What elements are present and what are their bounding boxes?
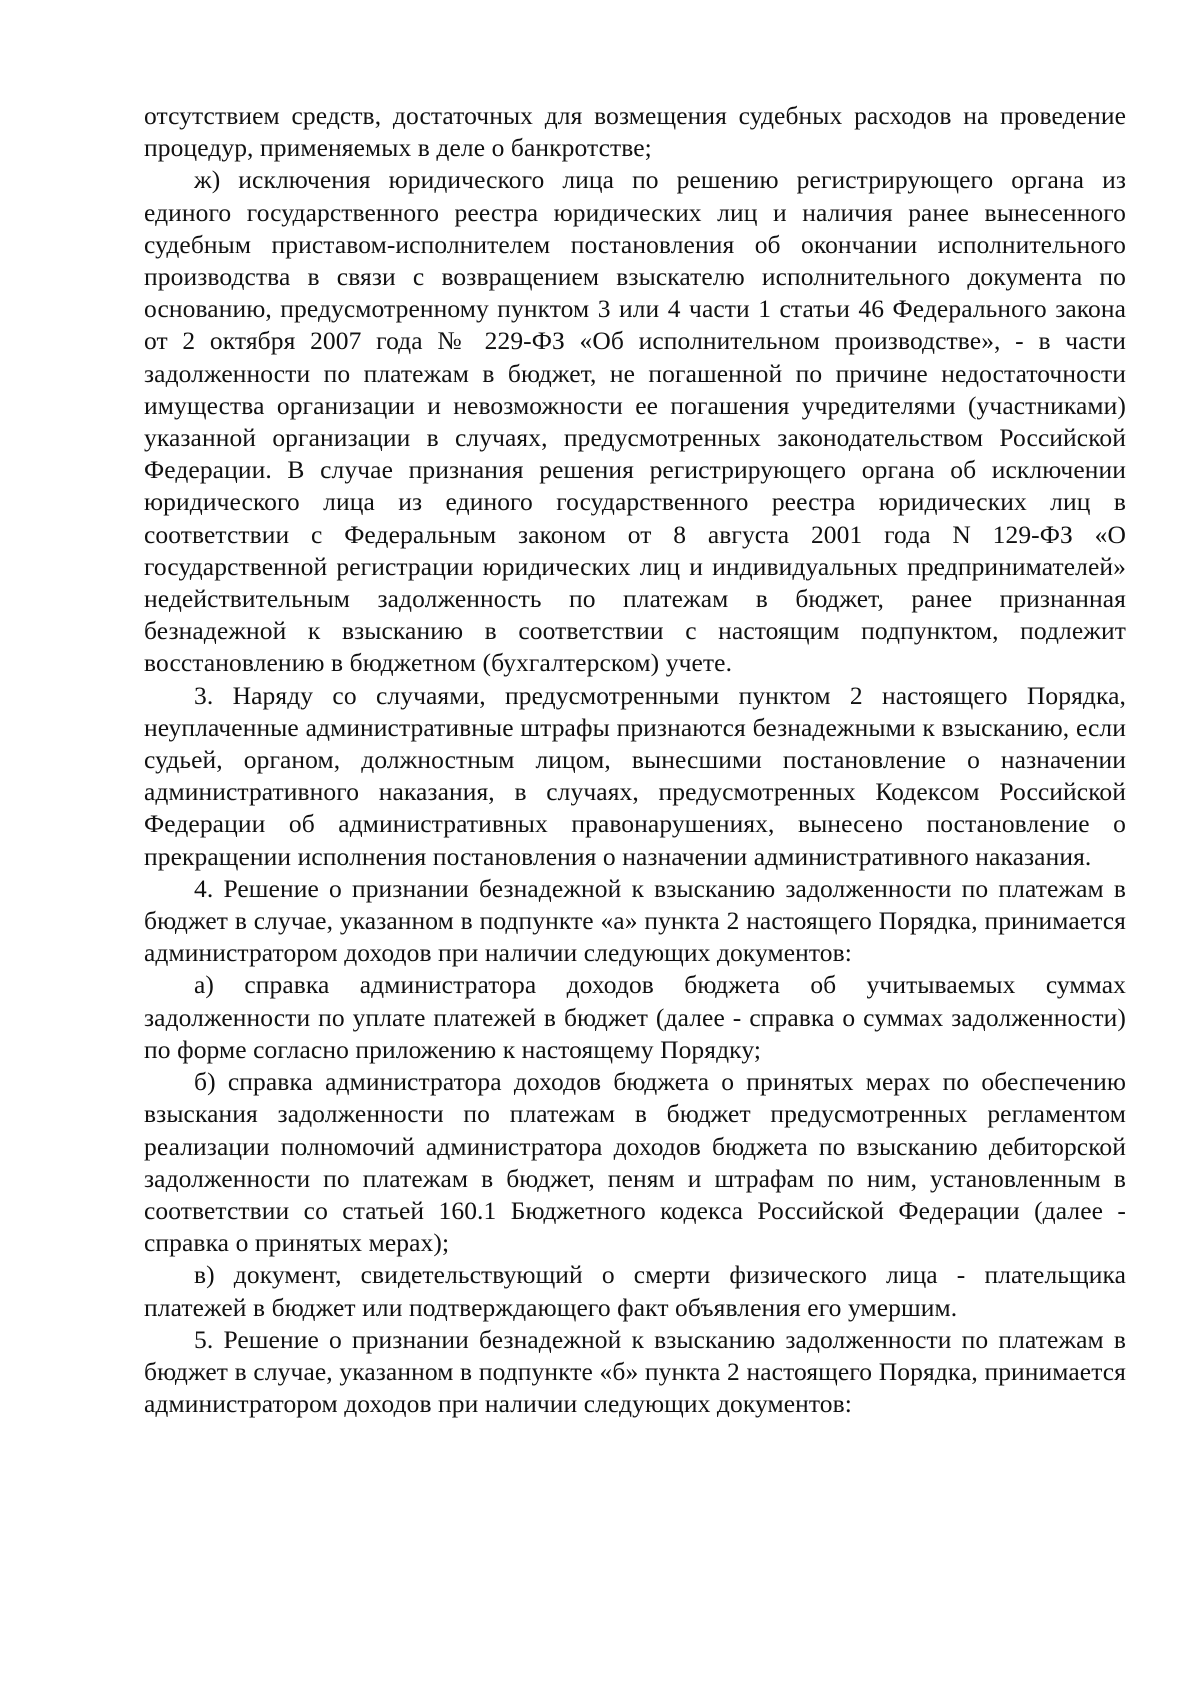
document-page: [144, 100, 1126, 1420]
paragraph-subpoint-zh: ж) исключения юридического лица по решению регистрирующего органа из единого государственного реестра юридических лиц и наличия ранее вынесенного судебным приставом-исполнителем постановления об окончании исполнительного производства в связи с возвращением взыскателю исполнительного документа по основанию, предусмотренному пунктом 3 или 4 части 1 статьи 46 Федерального закона от 2 октября 2007 года № 229-ФЗ «Об исполнительном производстве», - в части задолженности по платежам в бюджет, не погашенной по причине недостаточности имущества организации и невозможности ее погашения учредителями (участниками) указанной организации в случаях, предусмотренных законодательством Российской Федерации. В случае признания решения регистрирующего органа об исключении юридического лица из единого государственного реестра юридических лиц в соответствии с Федеральным законом от 8 августа 2001 года N 129-ФЗ «О государственной регистрации юридических лиц и индивидуальных предпринимателей» недействительным задолженность по платежам в бюджет, ранее признанная безнадежной к взысканию в соответствии с настоящим подпунктом, подлежит восстановлению в бюджетном (бухгалтерском) учете.: [144, 165, 1126, 678]
paragraph-subpoint-b: б) справка администратора доходов бюджета о принятых мерах по обеспечению взыскания задолженности по платежам в бюджет предусмотренных регламентом реализации полномочий администратора доходов бюджета по взысканию дебиторской задолженности по платежам в бюджет, пеням и штрафам по ним, установленным в соответствии со статьей 160.1 Бюджетного кодекса Российской Федерации (далее - справка о принятых мерах);: [144, 1067, 1126, 1258]
paragraph-subpoint-v: в) документ, свидетельствующий о смерти физического лица - плательщика платежей в бюджет или подтверждающего факт объявления его умершим.: [144, 1260, 1126, 1322]
paragraph-point-5: 5. Решение о признании безнадежной к взысканию задолженности по платежам в бюджет в случае, указанном в подпункте «б» пункта 2 настоящего Порядка, принимается администратором доходов при наличии следующих документов:: [144, 1324, 1126, 1419]
paragraph-continuation: отсутствием средств, достаточных для возмещения судебных расходов на проведение процедур, применяемых в деле о банкротстве;: [144, 101, 1126, 163]
paragraph-point-4: 4. Решение о признании безнадежной к взысканию задолженности по платежам в бюджет в случае, указанном в подпункте «а» пункта 2 настоящего Порядка, принимается администратором доходов при наличии следующих документов:: [144, 873, 1126, 968]
paragraph-point-3: 3. Наряду со случаями, предусмотренными пунктом 2 настоящего Порядка, неуплаченные административные штрафы признаются безнадежными к взысканию, если судьей, органом, должностным лицом, вынесшими постановление о назначении административного наказания, в случаях, предусмотренных Кодексом Российской Федерации об административных правонарушениях, вынесено постановление о прекращении исполнения постановления о назначении административного наказания.: [144, 680, 1126, 871]
paragraph-subpoint-a: а) справка администратора доходов бюджета об учитываемых суммах задолженности по уплате платежей в бюджет (далее - справка о суммах задолженности) по форме согласно приложению к настоящему Порядку;: [144, 970, 1126, 1064]
